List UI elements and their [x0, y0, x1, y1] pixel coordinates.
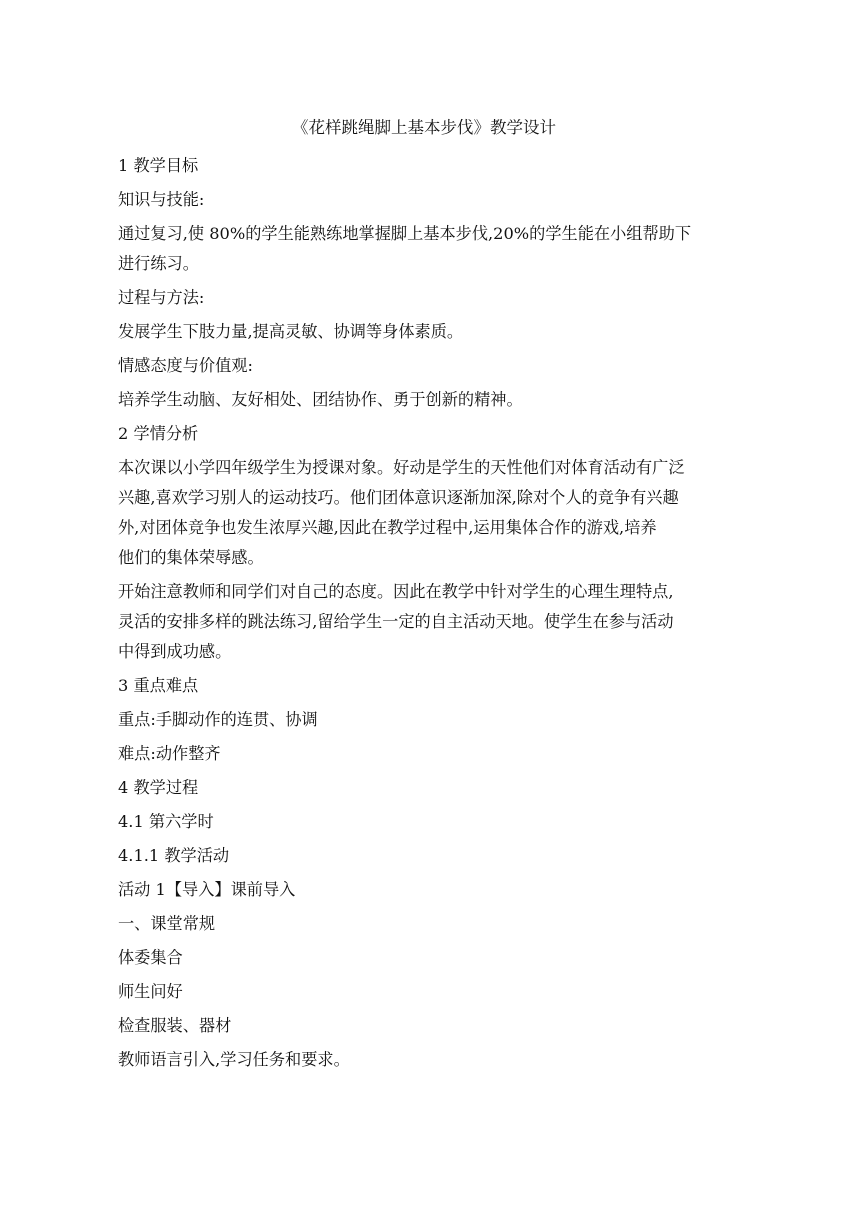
item-greeting: [118, 977, 738, 1007]
heading-teaching-goals: [118, 151, 738, 181]
text-line: 1 教学目标: [118, 156, 199, 175]
text-line: 体委集合: [118, 948, 183, 967]
item-class-routine: [118, 909, 738, 939]
text-line: 进行练习。: [118, 254, 199, 273]
text-line: 灵活的安排多样的跳法练习,留给学生一定的自主活动天地。使学生在参与活动: [118, 612, 674, 631]
subheading-process-methods: [118, 283, 738, 313]
paragraph-difficulty: [118, 739, 738, 769]
item-check-equipment: [118, 1011, 738, 1041]
text-line: 检查服装、器材: [118, 1016, 232, 1035]
text-line: 本次课以小学四年级学生为授课对象。好动是学生的天性他们对体育活动有广泛: [118, 458, 685, 477]
text-line: 一、课堂常规: [118, 914, 216, 933]
text-line: 知识与技能:: [118, 190, 205, 209]
text-line: 4.1 第六学时: [118, 812, 214, 831]
paragraph-attitudes-values: [118, 385, 738, 415]
text-line: 开始注意教师和同学们对自己的态度。因此在教学中针对学生的心理生理特点,: [118, 582, 674, 601]
text-line: 发展学生下肢力量,提高灵敏、协调等身体素质。: [118, 322, 464, 341]
heading-teaching-activities: [118, 841, 738, 871]
document-title: 《花样跳绳脚上基本步伐》教学设计: [292, 118, 556, 137]
text-line: 师生问好: [118, 982, 183, 1001]
paragraph-process-methods: [118, 317, 738, 347]
text-line: 通过复习,使 80%的学生能熟练地掌握脚上基本步伐,20%的学生能在小组帮助下: [118, 224, 692, 243]
paragraph-student-analysis-2: [118, 577, 738, 667]
heading-teaching-process: [118, 773, 738, 803]
text-line: 中得到成功感。: [118, 642, 232, 661]
text-line: 外,对团体竞争也发生浓厚兴趣,因此在教学过程中,运用集体合作的游戏,培养: [118, 518, 657, 537]
text-line: 活动 1【导入】课前导入: [118, 880, 296, 899]
item-teacher-intro: [118, 1045, 738, 1075]
text-line: 兴趣,喜欢学习别人的运动技巧。他们团体意识逐渐加深,除对个人的竞争有兴趣: [118, 488, 679, 507]
text-line: 培养学生动脑、友好相处、团结协作、勇于创新的精神。: [118, 390, 523, 409]
text-line: 过程与方法:: [118, 288, 205, 307]
text-line: 重点:手脚动作的连贯、协调: [118, 710, 318, 729]
item-assembly: [118, 943, 738, 973]
text-line: 情感态度与价值观:: [118, 356, 253, 375]
document-body: [118, 151, 738, 1079]
paragraph-knowledge-skills: [118, 219, 738, 279]
heading-lesson-6: [118, 807, 738, 837]
paragraph-key-point: [118, 705, 738, 735]
paragraph-student-analysis-1: [118, 453, 738, 573]
text-line: 教师语言引入,学习任务和要求。: [118, 1050, 350, 1069]
heading-student-analysis: [118, 419, 738, 449]
text-line: 3 重点难点: [118, 676, 199, 695]
heading-activity-1: [118, 875, 738, 905]
heading-key-difficulties: [118, 671, 738, 701]
subheading-attitudes-values: [118, 351, 738, 381]
subheading-knowledge-skills: [118, 185, 738, 215]
text-line: 2 学情分析: [118, 424, 199, 443]
text-line: 难点:动作整齐: [118, 744, 221, 763]
text-line: 他们的集体荣辱感。: [118, 548, 264, 567]
text-line: 4.1.1 教学活动: [118, 846, 230, 865]
text-line: 4 教学过程: [118, 778, 199, 797]
